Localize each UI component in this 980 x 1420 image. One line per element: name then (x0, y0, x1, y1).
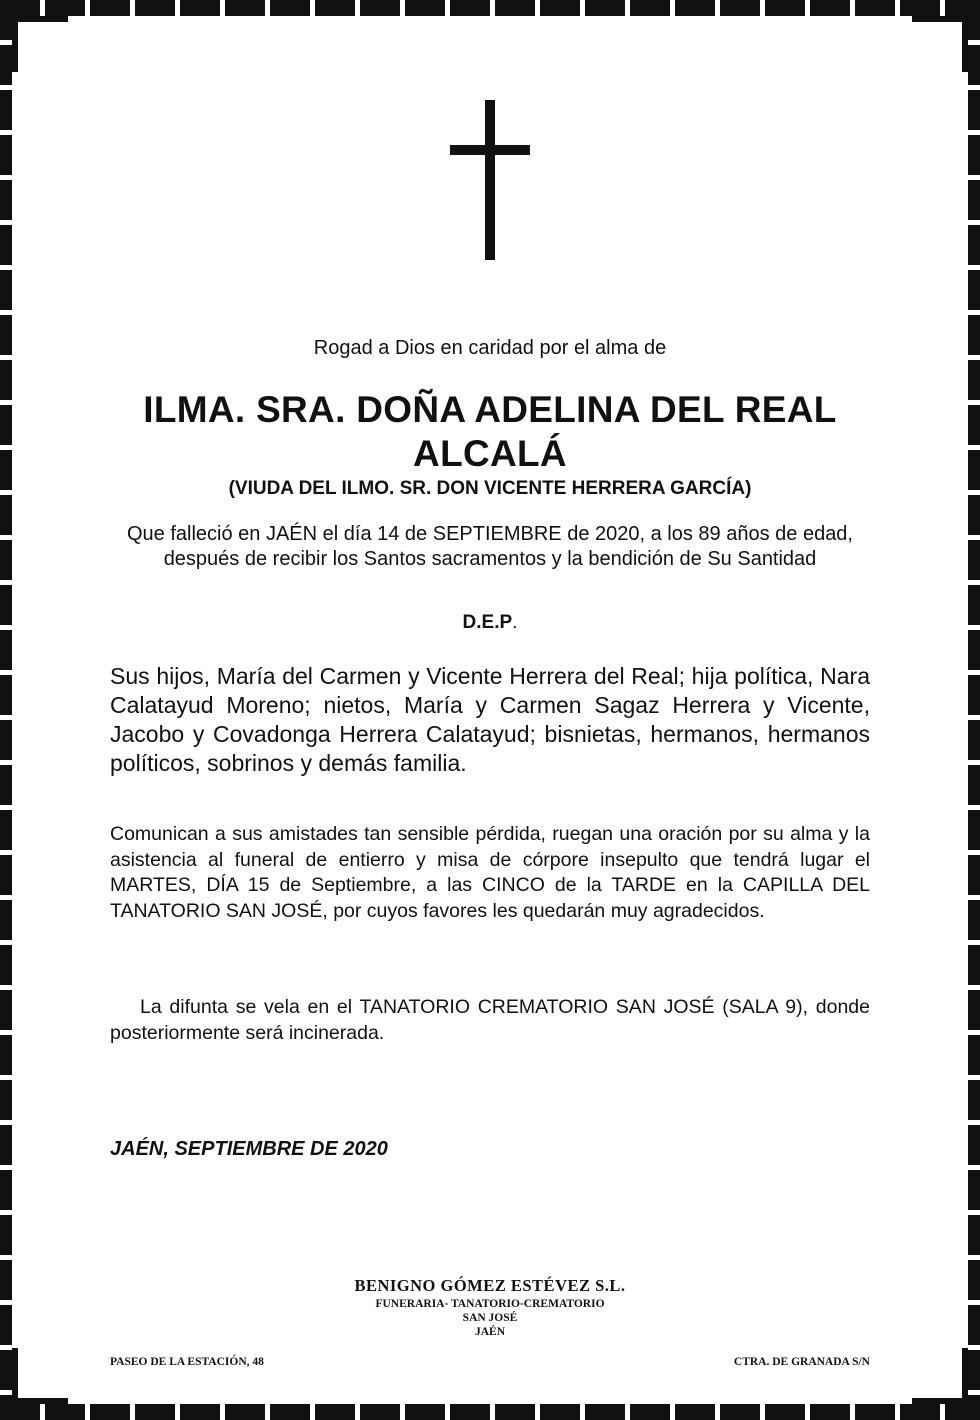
family-paragraph: Sus hijos, María del Carmen y Vicente Herrera del Real; hija política, Nara Calatayud Moreno; nietos, María y Carmen Sagaz Herrera y Vicente, Jacobo y Covadonga Herrera Calatayud; bisnietas, hermanos, hermanos políticos, sobrinos y demás familia. (110, 663, 870, 776)
funeral-home-city: JAÉN (474, 1326, 506, 1338)
place-date: JAÉN, SEPTIEMBRE DE 2020 (110, 1138, 388, 1160)
deceased-name-line1: ILMA. SRA. DOÑA ADELINA DEL REAL (143, 389, 837, 430)
funeral-home-services: FUNERARIA- TANATORIO-CREMATORIO (375, 1298, 605, 1310)
address-right: CTRA. DE GRANADA S/N (733, 1356, 870, 1368)
death-info: Que falleció en JAÉN el día 14 de SEPTIEMBRE de 2020, a los 89 años de edad, después de recibir los Santos sacramentos y la bendición de Su Santidad (126, 523, 853, 570)
border-left (0, 0, 12, 1420)
latin-cross-icon (450, 100, 530, 260)
corner-top-left (12, 16, 68, 72)
funeral-home-name: SAN JOSÉ (462, 1312, 518, 1324)
dep-dot: . (512, 612, 518, 633)
border-bottom (0, 1404, 980, 1420)
funeral-home-company: BENIGNO GÓMEZ ESTÉVEZ S.L. (354, 1276, 626, 1295)
border-top (0, 0, 980, 16)
intro-line: Rogad a Dios en caridad por el alma de (313, 337, 667, 359)
dep-line (100, 612, 880, 634)
deceased-name-line2: ALCALÁ (413, 433, 567, 474)
address-left: PASEO DE LA ESTACIÓN, 48 (110, 1356, 264, 1368)
corner-bottom-right (912, 1348, 968, 1404)
widow-of: (VIUDA DEL ILMO. SR. DON VICENTE HERRERA GARCÍA) (228, 478, 752, 499)
vigil-paragraph: La difunta se vela en el TANATORIO CREMATORIO SAN JOSÉ (SALA 9), donde posteriormente será incinerada. (110, 996, 870, 1044)
dep-text: D.E.P (462, 612, 513, 633)
border-right (968, 0, 980, 1420)
corner-top-right (912, 16, 968, 72)
deceased-name (100, 388, 880, 476)
corner-bottom-left (12, 1348, 68, 1404)
funeral-home-block (290, 1275, 690, 1339)
funeral-paragraph: Comunican a sus amistades tan sensible pérdida, ruegan una oración por su alma y la asistencia al funeral de entierro y misa de córpore insepulto que tendrá lugar el MARTES, DÍA 15 de Septiembre, a las CINCO de la TARDE en la CAPILLA DEL TANATORIO SAN JOSÉ, por cuyos favores les quedarán muy agradecidos. (110, 823, 870, 922)
